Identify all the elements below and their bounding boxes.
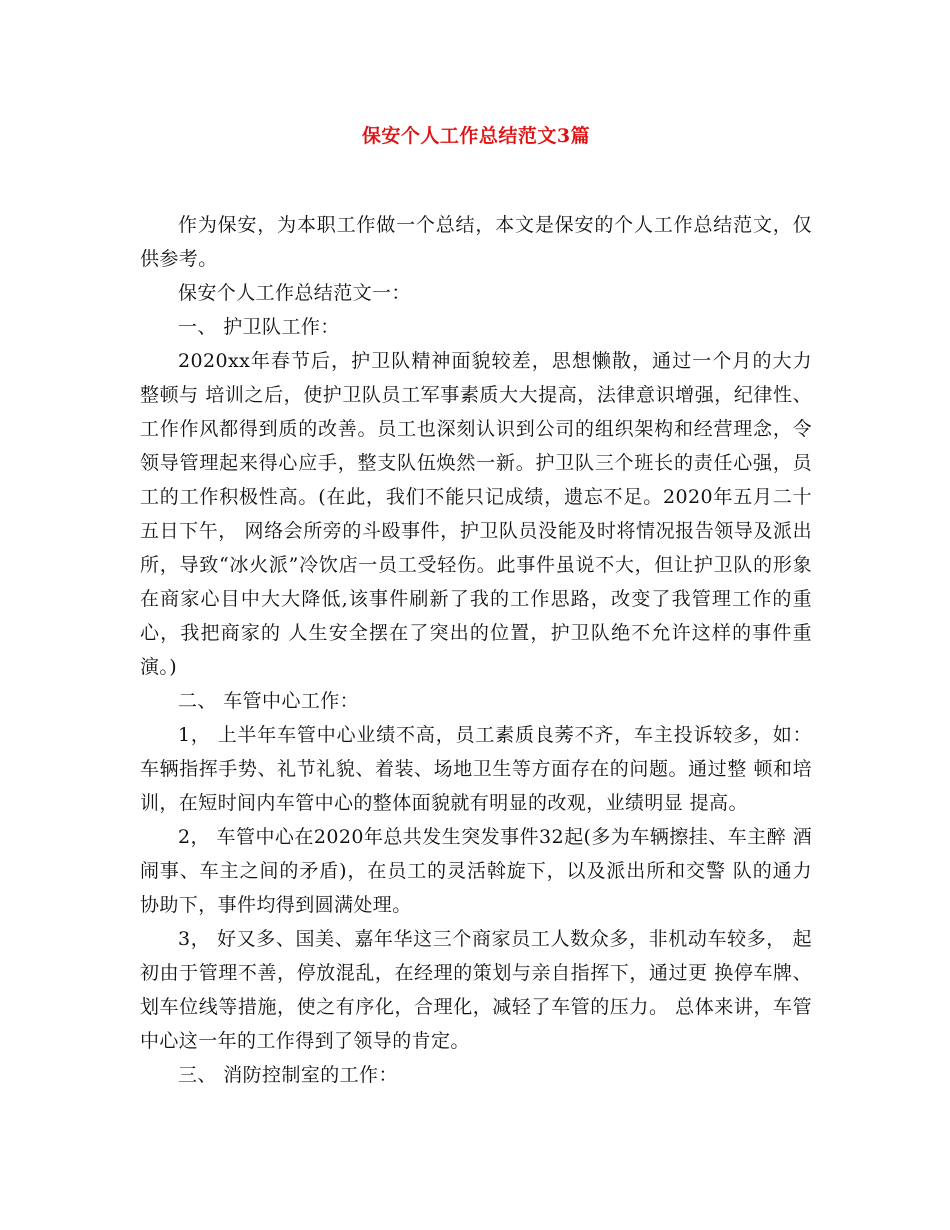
vehicle-center-item-1: 1， 上半年车管中心业绩不高，员工素质良莠不齐，车主投诉较多，如： 车辆指挥手势、礼节礼貌、着装、场地卫生等方面存在的问题。通过整 顿和培训，在短时间内车管中心的整体面貌就有明显的改观，业绩明显 提高。 <box>140 724 812 814</box>
section-heading-guard-team: 一、 护卫队工作： <box>178 316 340 338</box>
guard-team-paragraph: 2020xx年春节后，护卫队精神面貌较差，思想懒散，通过一个月的大力整顿与 培训之后，使护卫队员工军事素质大大提高，法律意识增强，纪律性、工作作风都得到质的改善。员工也深刻认识到公司的组织架构和经营理念，令领导管理起来得心应手，整支队伍焕然一新。护卫队三个班长的责任心强，员工的工作积极性高。(在此，我们不能只记成绩，遗忘不足。2020年五月二十五日下午， 网络会所旁的斗殴事件，护卫队员没能及时将情况报告领导及派出所，导致“冰火派”冷饮店一员工受轻伤。此事件虽说不大，但让护卫队的形象在商家心目中大大降低,该事件刷新了我的工作思路，改变了我管理工作的重心，我把商家的 人生安全摆在了突出的位置，护卫队绝不允许这样的事件重演。) <box>140 350 812 678</box>
section-heading-sample-one: 保安个人工作总结范文一： <box>178 282 411 304</box>
vehicle-center-item-2: 2， 车管中心在2020年总共发生突发事件32起(多为车辆擦挂、车主醉 酒闹事、车主之间的矛盾)，在员工的灵活斡旋下，以及派出所和交警 队的通力协助下，事件均得到圆满处理。 <box>140 826 812 916</box>
document-body <box>140 208 812 1092</box>
section-heading-vehicle-center: 二、 车管中心工作： <box>178 690 360 712</box>
document-title: 保安个人工作总结范文3篇 <box>361 125 591 147</box>
section-heading-fire-control: 三、 消防控制室的工作： <box>178 1064 398 1086</box>
vehicle-center-item-3: 3， 好又多、国美、嘉年华这三个商家员工人数众多，非机动车较多， 起初由于管理不善，停放混乱，在经理的策划与亲自指挥下，通过更 换停车牌、划车位线等措施，使之有序化，合理化，减轻了车管的压力。 总体来讲，车管中心这一年的工作得到了领导的肯定。 <box>140 928 812 1052</box>
intro-paragraph: 作为保安，为本职工作做一个总结，本文是保安的个人工作总结范文，仅供参考。 <box>140 214 812 270</box>
